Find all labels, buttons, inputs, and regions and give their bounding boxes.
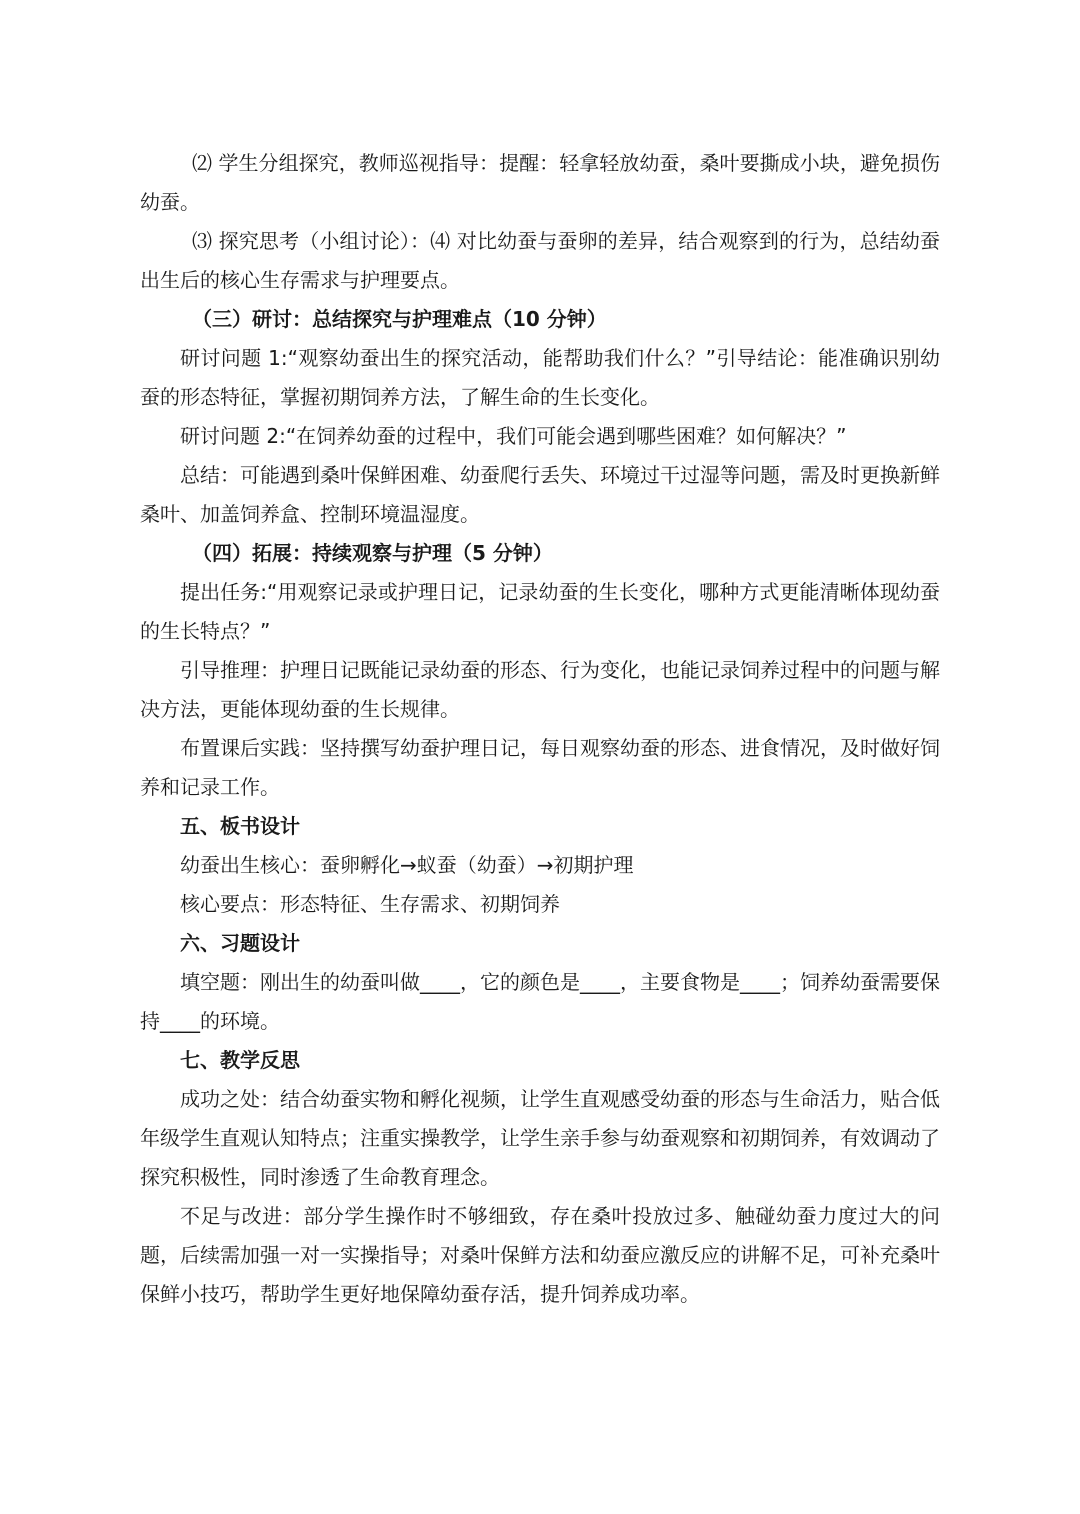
document-page: [140, 144, 940, 1314]
paragraph-improvements: 不足与改进：部分学生操作时不够细致，存在桑叶投放过多、触碰幼蚕力度过大的问题，后续需加强一对一实操指导；对桑叶保鲜方法和幼蚕应激反应的讲解不足，可补充桑叶保鲜小技巧，帮助学生更好地保障幼蚕存活，提升饲养成功率。: [140, 1204, 940, 1306]
paragraph-discussion-summary: 总结：可能遇到桑叶保鲜困难、幼蚕爬行丢失、环境过干过湿等问题，需及时更换新鲜桑叶、加盖饲养盒、控制环境温湿度。: [140, 463, 940, 526]
paragraph-board-core: 幼蚕出生核心：蚕卵孵化→蚁蚕（幼蚕）→初期护理: [180, 853, 634, 877]
paragraph-group-inquiry: ⑵ 学生分组探究，教师巡视指导：提醒：轻拿轻放幼蚕，桑叶要撕成小块，避免损伤幼蚕。: [140, 151, 940, 214]
paragraph-discussion-question-2: 研讨问题 2:“在饲养幼蚕的过程中，我们可能会遇到哪些困难？如何解决？”: [180, 424, 847, 448]
paragraph-fill-in-blank: 填空题：刚出生的幼蚕叫做____，它的颜色是____，主要食物是____；饲养幼蚕需要保持____的环境。: [140, 970, 940, 1033]
paragraph-guided-reasoning: 引导推理：护理日记既能记录幼蚕的形态、行为变化，也能记录饲养过程中的问题与解决方法，更能体现幼蚕的生长规律。: [140, 658, 940, 721]
paragraph-discussion-question-1: 研讨问题 1:“观察幼蚕出生的探究活动，能帮助我们什么？”引导结论：能准确识别幼蚕的形态特征，掌握初期饲养方法，了解生命的生长变化。: [140, 346, 940, 409]
section-heading-reflection: 七、教学反思: [180, 1048, 300, 1072]
paragraph-inquiry-thinking: ⑶ 探究思考（小组讨论）：⑷ 对比幼蚕与蚕卵的差异，结合观察到的行为，总结幼蚕出生后的核心生存需求与护理要点。: [140, 229, 940, 292]
paragraph-homework: 布置课后实践：坚持撰写幼蚕护理日记，每日观察幼蚕的形态、进食情况，及时做好饲养和记录工作。: [140, 736, 940, 799]
section-heading-board-design: 五、板书设计: [180, 814, 300, 838]
section-heading-discussion: （三）研讨：总结探究与护理难点（10 分钟）: [192, 307, 607, 331]
section-heading-extension: （四）拓展：持续观察与护理（5 分钟）: [192, 541, 553, 565]
section-heading-exercises: 六、习题设计: [180, 931, 300, 955]
paragraph-task: 提出任务:“用观察记录或护理日记，记录幼蚕的生长变化，哪种方式更能清晰体现幼蚕的生长特点？”: [140, 580, 940, 643]
paragraph-board-key-points: 核心要点：形态特征、生存需求、初期饲养: [180, 892, 560, 916]
paragraph-successes: 成功之处：结合幼蚕实物和孵化视频，让学生直观感受幼蚕的形态与生命活力，贴合低年级学生直观认知特点；注重实操教学，让学生亲手参与幼蚕观察和初期饲养，有效调动了探究积极性，同时渗透了生命教育理念。: [140, 1087, 940, 1189]
